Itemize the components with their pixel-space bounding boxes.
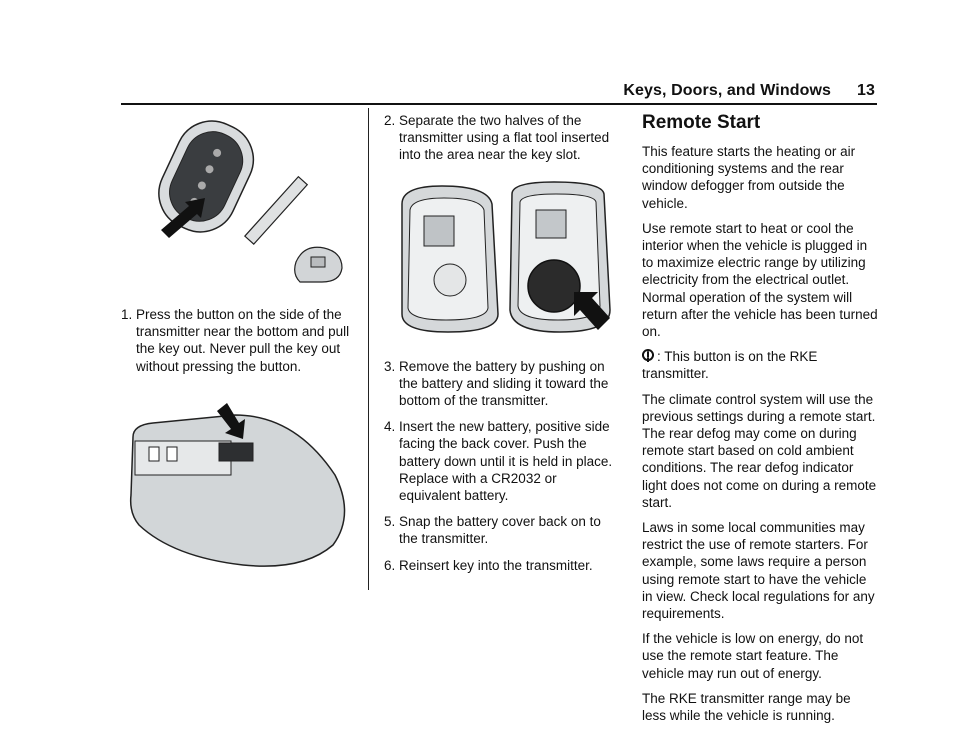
step-text: Press the button on the side of the transmitter near the bottom and pull the key out. Never pull the key out without pressing the button. <box>136 307 350 374</box>
step-1 <box>121 306 357 375</box>
paragraph-3-text: : This button is on the RKE transmitter. <box>642 349 818 382</box>
paragraph-1: This feature starts the heating or air conditioning systems and the rear window defogger from outside the vehicle. <box>642 144 856 211</box>
step-number: 2. <box>384 113 396 128</box>
step-text: Separate the two halves of the transmitter using a flat tool inserted into the area near the key slot. <box>399 113 610 163</box>
paragraph-5: Laws in some local communities may restrict the use of remote starters. For example, some laws require a person using remote start to have the vehicle in view. Check local regulations for any requirements. <box>642 520 875 622</box>
paragraph-6: If the vehicle is low on energy, do not use the remote start feature. The vehicle may run out of energy. <box>642 631 864 681</box>
header-rule <box>121 103 877 105</box>
page-number: 13 <box>857 82 875 99</box>
step-text: Remove the battery by pushing on the battery and sliding it toward the bottom of the transmitter. <box>399 358 609 409</box>
remote-start-icon <box>642 349 654 363</box>
step-5 <box>384 513 619 547</box>
step-number: 6. <box>384 557 396 573</box>
section-title: Keys, Doors, and Windows <box>623 82 831 99</box>
paragraph-3 <box>642 348 878 382</box>
step-4 <box>384 418 619 504</box>
column-2 <box>384 112 619 583</box>
step-6 <box>384 557 619 574</box>
column-divider <box>368 108 369 590</box>
fob-half-figure <box>121 397 357 572</box>
paragraph-7: The RKE transmitter range may be less while the vehicle is running. <box>642 690 851 724</box>
page-header <box>600 82 875 100</box>
battery-removal-figure <box>384 180 619 340</box>
step-text: Reinsert key into the transmitter. <box>399 557 593 573</box>
step-number: 1. <box>121 307 133 322</box>
step-number: 4. <box>384 419 396 435</box>
key-fob-key-removal-figure <box>121 112 357 292</box>
step-3 <box>384 358 619 410</box>
step-text: Snap the battery cover back on to the transmitter. <box>399 514 601 547</box>
step-number: 3. <box>384 358 396 374</box>
step-number: 5. <box>384 514 396 530</box>
paragraph-2: Use remote start to heat or cool the interior when the vehicle is plugged in to maximize electric range by utilizing electricity from the electrical outlet. Normal operation of the system will return after the vehicle has been turned on. <box>642 220 878 340</box>
step-2 <box>384 112 619 164</box>
step-text: Insert the new battery, positive side facing the back cover. Push the battery down until it is held in place. Replace with a CR2032 or equivalent battery. <box>399 419 613 504</box>
column-3 <box>642 112 878 732</box>
column-1 <box>121 112 357 572</box>
section-heading: Remote Start <box>642 112 761 133</box>
paragraph-4: The climate control system will use the previous settings during a remote start. The rear defog may come on during remote start based on cold ambient conditions. The rear defog indicator light does not come on during a remote start. <box>642 391 877 510</box>
